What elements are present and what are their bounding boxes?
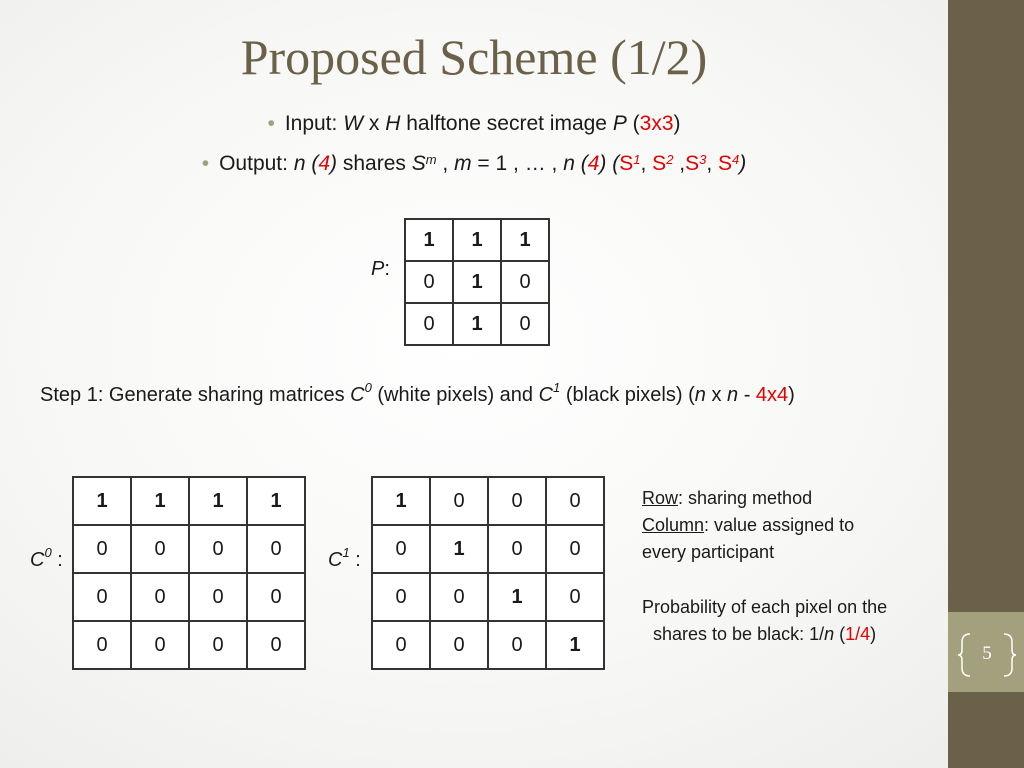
- matrix-c1-cell: 1: [430, 525, 488, 573]
- matrix-c1-cell: 0: [488, 525, 546, 573]
- matrix-c1-cell: 0: [546, 477, 604, 525]
- bullet-input: • Input: W x H halftone secret image P (3x3): [267, 112, 681, 135]
- page-number: 5: [982, 643, 992, 664]
- matrix-c0-cell: 0: [131, 525, 189, 573]
- matrix-c0-cell: 0: [247, 573, 305, 621]
- matrix-c0-row: [73, 621, 305, 669]
- bullet-list: [0, 110, 948, 190]
- matrix-c0-cell: 0: [189, 621, 247, 669]
- matrix-c0-cell: 0: [189, 525, 247, 573]
- matrix-p-cell: 0: [501, 261, 549, 303]
- matrix-c0-cell: 0: [131, 573, 189, 621]
- matrix-c0-row: [73, 525, 305, 573]
- matrix-c0-cell: 0: [247, 525, 305, 573]
- note-column: Column: value assigned to: [642, 515, 855, 535]
- matrix-p-label: P:: [371, 258, 390, 280]
- matrix-p-cell: 1: [453, 261, 501, 303]
- matrix-p-row: [405, 261, 549, 303]
- matrix-c1-cell: 0: [372, 525, 430, 573]
- matrix-c0-cell: 0: [73, 525, 131, 573]
- matrix-p-cell: 1: [405, 219, 453, 261]
- matrix-c1-cell: 0: [546, 525, 604, 573]
- matrix-c1-cell: 0: [546, 573, 604, 621]
- matrix-p-cell: 0: [405, 261, 453, 303]
- probability-line1: Probability of each pixel on the: [642, 597, 888, 617]
- matrix-c0-row: [73, 477, 305, 525]
- matrix-c1: [371, 476, 605, 670]
- matrix-p-cell: 0: [405, 303, 453, 345]
- matrix-c1-cell: 0: [488, 477, 546, 525]
- matrix-c1-cell: 0: [430, 573, 488, 621]
- matrix-notes: [642, 485, 854, 566]
- matrix-p-cell: 1: [453, 219, 501, 261]
- note-column-cont: every participant: [642, 542, 775, 562]
- bullet-dot-icon: •: [201, 152, 210, 175]
- matrix-c1-cell: 0: [488, 621, 546, 669]
- matrix-c0-cell: 1: [189, 477, 247, 525]
- matrix-p-row: [405, 219, 549, 261]
- matrix-c1-cell: 1: [546, 621, 604, 669]
- matrix-c0-cell: 1: [131, 477, 189, 525]
- matrix-c1-cell: 0: [430, 477, 488, 525]
- matrix-c0-row: [73, 573, 305, 621]
- matrix-c1-row: [372, 525, 604, 573]
- matrix-c1-cell: 0: [430, 621, 488, 669]
- matrix-c0-cell: 1: [73, 477, 131, 525]
- probability-line2: shares to be black: 1/n (1/4): [653, 624, 877, 644]
- matrix-c0-cell: 0: [247, 621, 305, 669]
- bullet-dot-icon: •: [267, 112, 275, 135]
- bullet-output: • Output: n (4) shares $S^m$ , m = 1 , … , n (4) ($S^1$, $S^2$ $,S^3$, $S^4$): [201, 152, 747, 175]
- slide-title: Proposed Scheme (1/2): [240, 29, 708, 85]
- matrix-c0: [72, 476, 306, 670]
- matrix-c0-cell: 0: [73, 621, 131, 669]
- matrix-c1-row: [372, 621, 604, 669]
- matrix-p-row: [405, 303, 549, 345]
- matrix-c1-cell: 0: [372, 573, 430, 621]
- matrix-p-cell: 0: [501, 303, 549, 345]
- matrix-c1-label: $C^1$ :: [328, 545, 361, 571]
- matrix-c0-cell: 0: [73, 573, 131, 621]
- note-row: Row: sharing method: [642, 488, 813, 508]
- matrix-p-cell: 1: [501, 219, 549, 261]
- matrix-c1-row: [372, 477, 604, 525]
- matrix-p: [404, 218, 550, 346]
- matrix-p-cell: 1: [453, 303, 501, 345]
- matrix-c1-cell: 1: [372, 477, 430, 525]
- matrix-c0-label: $C^0$ :: [30, 545, 63, 571]
- step1-text: Step 1: Generate sharing matrices $C^0$ (white pixels) and $C^1$ (black pixels) (n x n - 4x4): [40, 380, 795, 406]
- probability-note: [642, 594, 887, 648]
- matrix-c1-cell: 1: [488, 573, 546, 621]
- matrix-c0-cell: 0: [189, 573, 247, 621]
- matrix-c1-row: [372, 573, 604, 621]
- matrix-c1-cell: 0: [372, 621, 430, 669]
- matrix-c0-cell: 1: [247, 477, 305, 525]
- matrix-c0-cell: 0: [131, 621, 189, 669]
